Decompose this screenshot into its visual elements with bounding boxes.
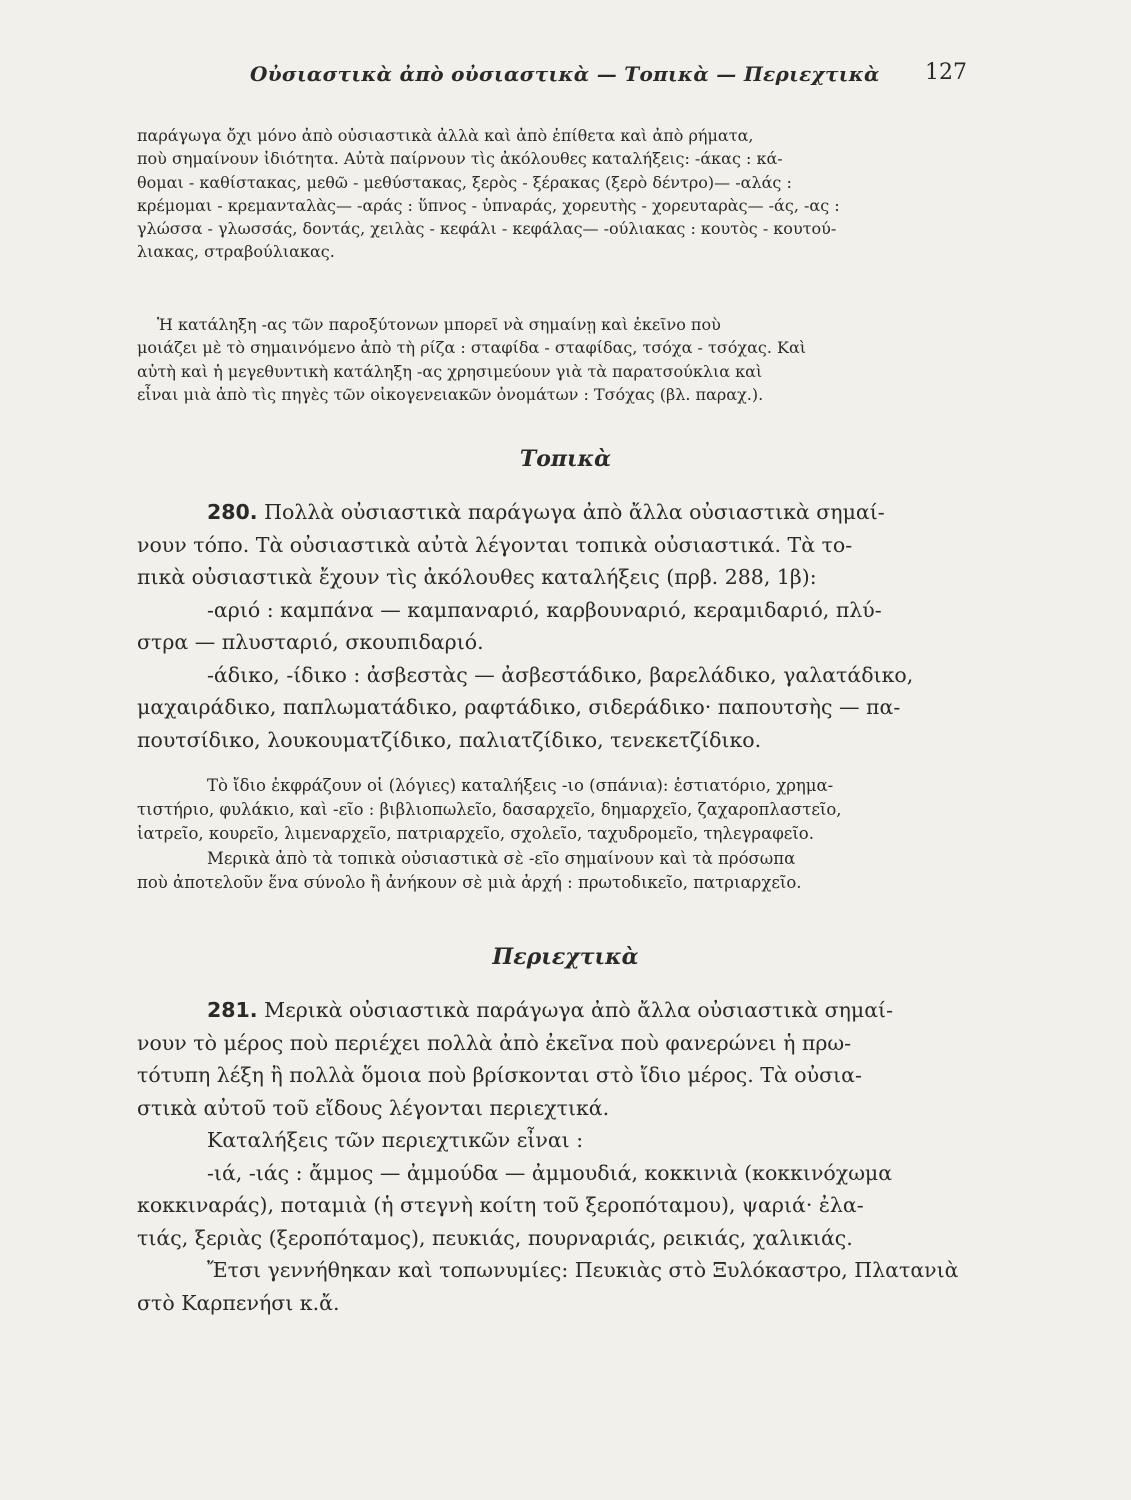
- text-line: στρα — πλυσταριό, σκουπιδαριό.: [137, 630, 484, 654]
- text-line: κοκκιναράς), ποταμιὰ (ἡ στεγνὴ κοίτη τοῦ ξεροπόταμου), ψαριά· ἐλα-: [137, 1193, 864, 1217]
- text-line: λιακας, στραβούλιακας.: [137, 242, 335, 262]
- section-280-body: [137, 496, 977, 756]
- text-line: Καταλήξεις τῶν περιεχτικῶν εἶναι :: [207, 1128, 584, 1152]
- running-header: [0, 62, 1131, 92]
- text-line: Μερικὰ ἀπὸ τὰ τοπικὰ οὐσιαστικὰ σὲ -εῖο σημαίνουν καὶ τὰ πρόσωπα: [207, 848, 796, 868]
- paragraph-number: 281.: [207, 998, 258, 1022]
- text-line: μαχαιράδικο, παπλωματάδικο, ραφτάδικο, σιδεράδικο· παπουτσὴς — πα-: [137, 695, 901, 719]
- text-line: Ἡ κατάληξη -ας τῶν παροξύτονων μπορεῖ νὰ σημαίνῃ καὶ ἐκεῖνο ποὺ: [157, 315, 721, 334]
- text-line: -άδικο, -ίδικο : ἀσβεστὰς — ἀσβεστάδικο, βαρελάδικο, γαλατάδικο,: [207, 662, 914, 687]
- text-line: εἶναι μιὰ ἀπὸ τὶς πηγὲς τῶν οἰκογενειακῶν ὀνομάτων : Τσόχας (βλ. παραχ.).: [137, 384, 764, 404]
- text-line: Πολλὰ οὐσιαστικὰ παράγωγα ἀπὸ ἄλλα οὐσιαστικὰ σημαί-: [264, 500, 885, 524]
- page-number: 127: [925, 60, 967, 85]
- intro-paragraph-1: [137, 124, 977, 264]
- text-line: Ἔτσι γεννήθηκαν καὶ τοπωνυμίες: Πευκιὰς στὸ Ξυλόκαστρο, Πλατανιὰ: [207, 1258, 959, 1282]
- text-line: πικὰ οὐσιαστικὰ ἔχουν τὶς ἀκόλουθες καταλήξεις (πρβ. 288, 1β):: [137, 565, 817, 589]
- text-line: ποὺ ἀποτελοῦν ἕνα σύνολο ἢ ἀνήκουν σὲ μιὰ ἀρχή : πρωτοδικεῖο, πατριαρχεῖο.: [137, 872, 802, 892]
- section-281-body: [137, 994, 977, 1319]
- section-heading-topika: Τοπικὰ: [519, 446, 612, 472]
- text-line: κρέμομαι - κρεμανταλὰς— -αράς : ὕπνος - ὑπναράς, χορευτὴς - χορευταρὰς— -άς, -ας :: [137, 195, 840, 215]
- text-line: ἰατρεῖο, κουρεῖο, λιμεναρχεῖο, πατριαρχεῖο, σχολεῖο, ταχυδρομεῖο, τηλεγραφεῖο.: [137, 824, 814, 844]
- text-line: ποὺ σημαίνουν ἰδιότητα. Αὐτὰ παίρνουν τὶς ἀκόλουθες καταλήξεις: -άκας : κά-: [137, 149, 783, 169]
- text-line: νουν τόπο. Τὰ οὐσιαστικὰ αὐτὰ λέγονται τοπικὰ οὐσιαστικά. Τὰ το-: [137, 532, 853, 557]
- text-line: στὸ Καρπενήσι κ.ἄ.: [137, 1290, 340, 1315]
- text-line: θομαι - καθίστακας, μεθῶ - μεθύστακας, ξερὸς - ξέρακας (ξερὸ δέντρο)— -αλάς :: [137, 172, 792, 192]
- running-title: Οὐσιαστικὰ ἀπὸ οὐσιαστικὰ — Τοπικὰ — Περιεχτικὰ: [250, 62, 880, 86]
- text-line: γλώσσα - γλωσσάς, δοντάς, χειλὰς - κεφάλι - κεφάλας— -ούλιακας : κουτὸς - κουτού-: [137, 219, 837, 239]
- text-line: μοιάζει μὲ τὸ σημαινόμενο ἀπὸ τὴ ρίζα : σταφίδα - σταφίδας, τσόχα - τσόχας. Καὶ: [137, 338, 807, 358]
- text-line: Μερικὰ οὐσιαστικὰ παράγωγα ἀπὸ ἄλλα οὐσιαστικὰ σημαί-: [264, 998, 894, 1022]
- text-line: τότυπη λέξη ἢ πολλὰ ὅμοια ποὺ βρίσκονται στὸ ἴδιο μέρος. Τὰ οὐσια-: [137, 1063, 862, 1087]
- text-line: πουτσίδικο, λουκουματζίδικο, παλιατζίδικο, τενεκετζίδικο.: [137, 727, 762, 752]
- section-280-note: [137, 774, 977, 895]
- intro-paragraph-2: [137, 313, 977, 406]
- text-line: -αριό : καμπάνα — καμπαναριό, καρβουναριό, κεραμιδαριό, πλύ-: [207, 597, 882, 622]
- section-heading-periechtika: Περιεχτικὰ: [492, 944, 639, 970]
- paragraph-number: 280.: [207, 500, 258, 524]
- text-line: στικὰ αὐτοῦ τοῦ εἴδους λέγονται περιεχτικά.: [137, 1095, 610, 1120]
- text-line: Τὸ ἴδιο ἐκφράζουν οἱ (λόγιες) καταλήξεις -ιο (σπάνια): ἑστιατόριο, χρημα-: [207, 776, 834, 795]
- text-line: αὐτὴ καὶ ἡ μεγεθυντικὴ κατάληξη -ας χρησιμεύουν γιὰ τὰ παρατσούκλια καὶ: [137, 361, 763, 381]
- text-line: τιστήριο, φυλάκιο, καὶ -εῖο : βιβλιοπωλεῖο, δασαρχεῖο, δημαρχεῖο, ζαχαροπλαστεῖο,: [137, 800, 842, 820]
- text-line: παράγωγα ὄχι μόνο ἀπὸ οὐσιαστικὰ ἀλλὰ καὶ ἀπὸ ἐπίθετα καὶ ἀπὸ ρήματα,: [137, 126, 754, 145]
- text-line: νουν τὸ μέρος ποὺ περιέχει πολλὰ ἀπὸ ἐκεῖνα ποὺ φανερώνει ἡ πρω-: [137, 1030, 852, 1055]
- text-line: -ιά, -ιάς : ἄμμος — ἀμμούδα — ἀμμουδιά, κοκκινιὰ (κοκκινόχωμα: [207, 1160, 893, 1185]
- text-line: τιάς, ξεριὰς (ξεροπόταμος), πευκιάς, πουρναριάς, ρεικιάς, χαλικιάς.: [137, 1225, 853, 1250]
